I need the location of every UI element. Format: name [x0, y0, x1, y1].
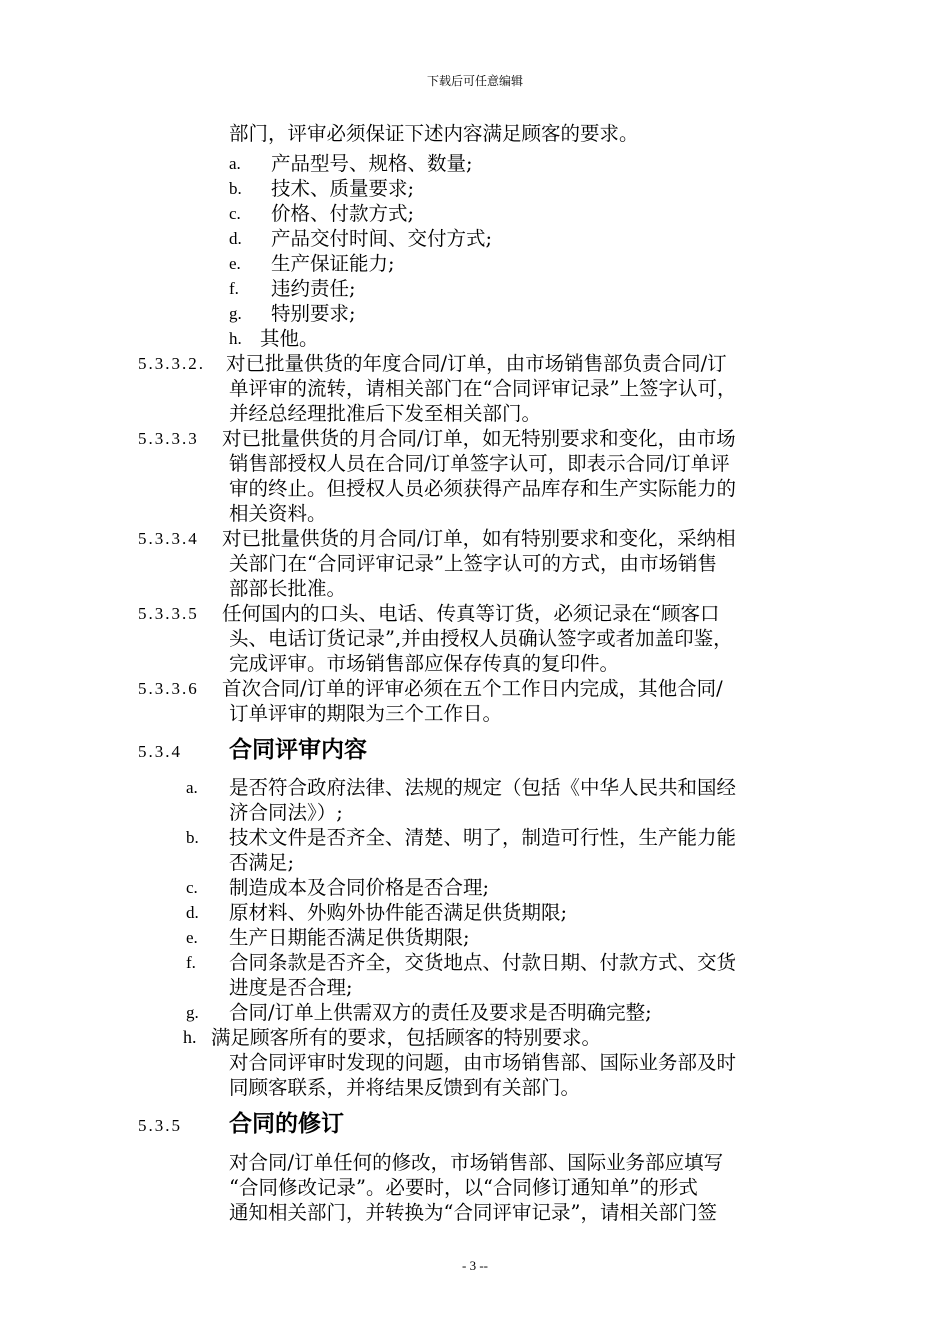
closing-line: 对合同评审时发现的问题，由市场销售部、国际业务部及时	[229, 1051, 737, 1074]
list-marker: g.	[186, 1003, 199, 1022]
list-marker: f.	[229, 279, 239, 298]
list-item: 制造成本及合同价格是否合理;	[229, 876, 490, 899]
list-item: 合同/订单上供需双方的责任及要求是否明确完整;	[229, 1001, 652, 1024]
list-item: 技术、质量要求;	[271, 177, 415, 200]
list-item: 生产保证能力;	[271, 252, 395, 275]
clause-line: 审的终止。但授权人员必须获得产品库存和生产实际能力的	[229, 477, 737, 500]
section-number: 5.3.4	[138, 742, 182, 761]
list-marker: g.	[229, 304, 242, 323]
clause-number: 5.3.3.3	[138, 429, 199, 448]
paragraph-line: “合同修改记录”。必要时，以“合同修订通知单”的形式	[229, 1176, 698, 1199]
list-marker: c.	[186, 878, 198, 897]
list-item: 生产日期能否满足供货期限;	[229, 926, 470, 949]
list-marker: h.	[229, 329, 242, 348]
clause-number: 5.3.3.5	[138, 604, 199, 623]
list-marker: b.	[186, 828, 199, 847]
list-item: 进度是否合理;	[229, 976, 353, 999]
list-marker: d.	[186, 903, 199, 922]
list-item: 特别要求;	[271, 302, 356, 325]
clause-line: 部部长批准。	[229, 577, 347, 600]
list-item: 产品型号、规格、数量;	[271, 152, 473, 175]
list-item: 济合同法》）;	[229, 801, 343, 824]
list-item: 技术文件是否齐全、清楚、明了，制造可行性，生产能力能	[229, 826, 737, 849]
clause-line: 销售部授权人员在合同/订单签字认可，即表示合同/订单评	[229, 452, 730, 475]
clause-line: 并经总经理批准后下发至相关部门。	[229, 402, 542, 425]
clause-line: 头、电话订货记录”,并由授权人员确认签字或者加盖印鉴，	[229, 627, 733, 650]
closing-line: 同顾客联系，并将结果反馈到有关部门。	[229, 1076, 581, 1099]
clause-number: 5.3.3.2.	[138, 354, 205, 373]
clause-line: 完成评审。市场销售部应保存传真的复印件。	[229, 652, 620, 675]
list-marker: h.	[183, 1027, 197, 1047]
list-marker: f.	[186, 953, 196, 972]
clause-line: 相关资料。	[229, 502, 327, 525]
clause-line: 任何国内的口头、电话、传真等订货，必须记录在“顾客口	[222, 602, 720, 625]
clause-line: 对已批量供货的年度合同/订单，由市场销售部负责合同/订	[226, 352, 727, 375]
clause-line: 对已批量供货的月合同/订单，如有特别要求和变化，采纳相	[222, 527, 736, 550]
list-marker: c.	[229, 204, 241, 223]
list-marker: d.	[229, 229, 242, 248]
paragraph-line: 对合同/订单任何的修改，市场销售部、国际业务部应填写	[229, 1151, 724, 1174]
list-marker: b.	[229, 179, 242, 198]
list-item: 是否符合政府法律、法规的规定（包括《中华人民共和国经	[229, 776, 737, 799]
clause-number: 5.3.3.6	[138, 679, 199, 698]
intro-line: 部门，评审必须保证下述内容满足顾客的要求。	[229, 122, 639, 145]
paragraph-line: 通知相关部门，并转换为“合同评审记录”，请相关部门签	[229, 1201, 717, 1224]
clause-number: 5.3.3.4	[138, 529, 199, 548]
list-item: 原材料、外购外协件能否满足供货期限;	[229, 901, 568, 924]
list-item: 违约责任;	[271, 277, 356, 300]
page-header: 下载后可任意编辑	[426, 74, 523, 88]
list-item: 产品交付时间、交付方式;	[271, 227, 493, 250]
list-marker: e.	[229, 254, 241, 273]
section-number: 5.3.5	[138, 1116, 182, 1135]
list-item: 合同条款是否齐全，交货地点、付款日期、付款方式、交货	[229, 951, 737, 974]
list-item: 否满足;	[229, 851, 295, 874]
clause-line: 关部门在“合同评审记录”上签字认可的方式，由市场销售	[229, 552, 717, 575]
section-title: 合同评审内容	[229, 737, 367, 763]
list-marker: e.	[186, 928, 198, 947]
clause-line: 对已批量供货的月合同/订单，如无特别要求和变化，由市场	[222, 427, 736, 450]
list-item: 其他。	[260, 327, 319, 350]
clause-line: 订单评审的期限为三个工作日。	[229, 702, 503, 725]
page-number: - 3 --	[462, 1258, 488, 1273]
section-title: 合同的修订	[229, 1111, 344, 1137]
clause-line: 单评审的流转，请相关部门在“合同评审记录”上签字认可，	[229, 377, 737, 400]
list-item: 价格、付款方式;	[271, 202, 415, 225]
clause-line: 首次合同/订单的评审必须在五个工作日内完成，其他合同/	[222, 677, 723, 700]
list-marker: a.	[229, 154, 241, 173]
list-item: 满足顾客所有的要求，包括顾客的特别要求。	[211, 1026, 602, 1049]
list-marker: a.	[186, 778, 198, 797]
